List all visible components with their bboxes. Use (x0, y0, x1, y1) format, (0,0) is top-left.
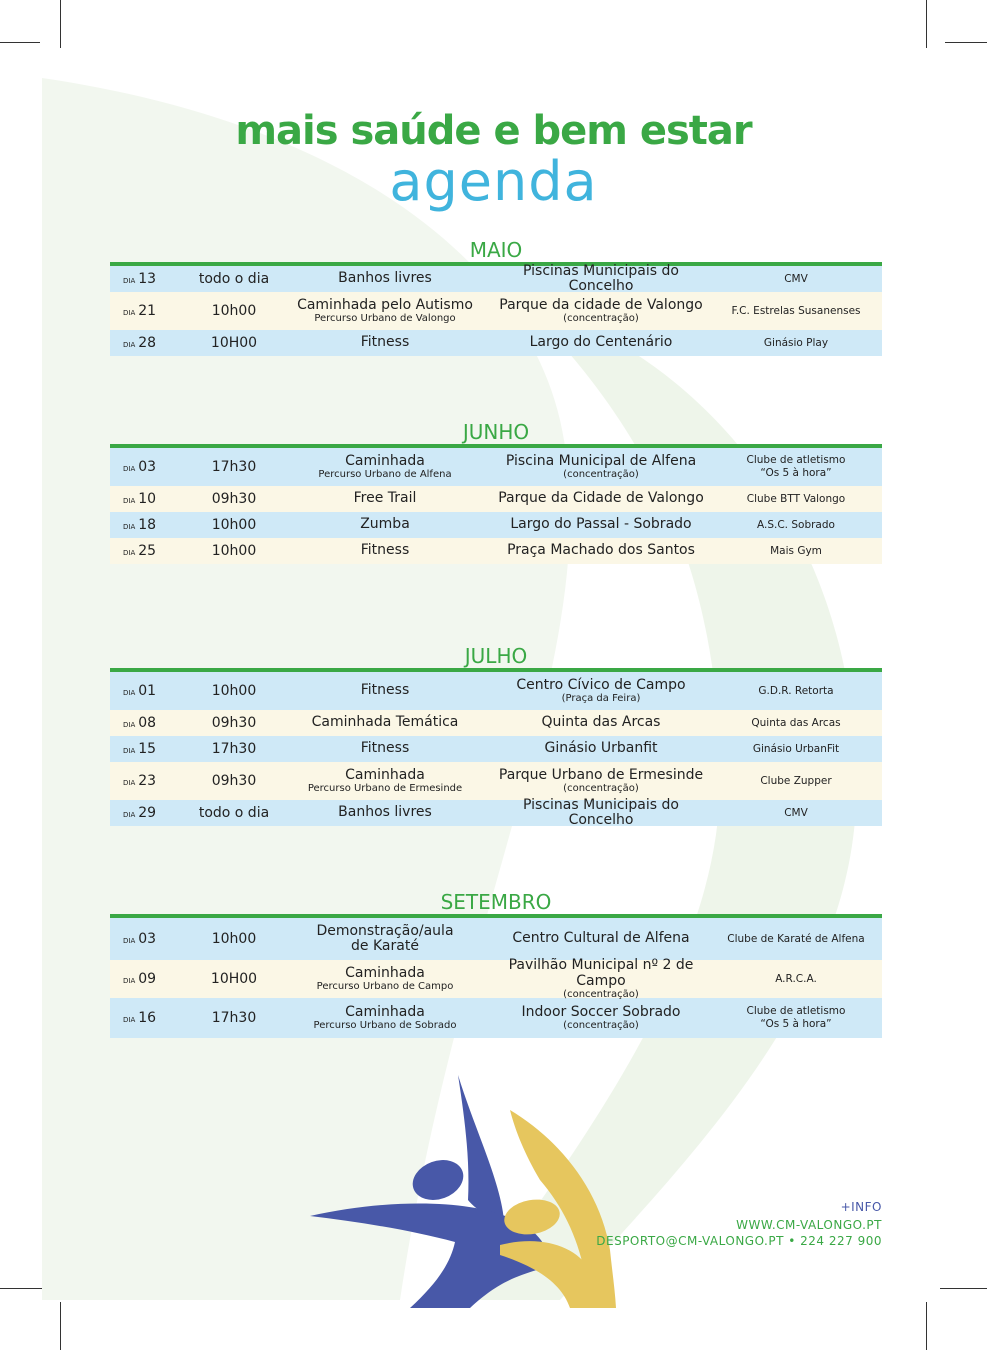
day-number: 09 (138, 971, 157, 987)
organizer-name: Clube BTT Valongo (746, 492, 846, 505)
day-label: DIA (123, 549, 136, 557)
location-name: Indoor Soccer Sobrado (521, 1003, 681, 1020)
day-number: 18 (138, 517, 157, 533)
event-day (110, 971, 190, 987)
event-day (110, 517, 190, 533)
day-number: 23 (138, 773, 157, 789)
event-activity (278, 454, 492, 480)
event-day (110, 683, 190, 699)
organizer-name: A.S.C. Sobrado (757, 518, 835, 531)
event-row (110, 796, 882, 828)
activity-name: Demonstração/aula (316, 922, 454, 939)
organizer-detail: “Os 5 à hora” (760, 1018, 832, 1030)
day-number: 29 (138, 805, 157, 821)
event-organizer (710, 973, 882, 986)
event-time: todo o dia (198, 271, 270, 287)
organizer-detail: “Os 5 à hora” (760, 467, 832, 479)
event-time: 09h30 (211, 773, 257, 789)
event-activity (278, 966, 492, 992)
day-number: 16 (138, 1010, 157, 1026)
organizer-name: Clube de atletismo (746, 454, 846, 467)
organizer-name: Ginásio Play (763, 336, 829, 349)
location-name: Largo do Centenário (529, 334, 673, 351)
activity-detail: Percurso Urbano de Alfena (318, 469, 452, 481)
location-detail: (concentração) (563, 783, 639, 795)
day-number: 08 (138, 715, 157, 731)
day-label: DIA (123, 689, 136, 697)
event-organizer (710, 933, 882, 946)
activity-name: Free Trail (353, 490, 417, 507)
activity-name: Caminhada pelo Autismo (297, 296, 473, 313)
event-location (492, 958, 710, 1000)
activity-detail: de Karaté (351, 938, 419, 954)
event-activity (278, 805, 492, 820)
event-time: 17h30 (211, 459, 257, 475)
event-location (492, 1005, 710, 1031)
event-day (110, 805, 190, 821)
event-row (110, 292, 882, 330)
event-location (492, 715, 710, 730)
event-location (492, 678, 710, 704)
event-day (110, 715, 190, 731)
day-number: 28 (138, 335, 157, 351)
event-activity (278, 741, 492, 756)
event-organizer (710, 493, 882, 506)
activity-name: Caminhada (345, 1003, 425, 1020)
organizer-name: Clube Zupper (760, 774, 832, 787)
day-label: DIA (123, 779, 136, 787)
organizer-name: A.R.C.A. (775, 972, 817, 985)
activity-name: Fitness (360, 542, 410, 559)
activity-detail: Percurso Urbano de Valongo (314, 313, 456, 325)
page-title: mais saúde e bem estar (235, 108, 752, 154)
website-link[interactable]: WWW.CM-VALONGO.PT (736, 1218, 882, 1232)
event-location (492, 741, 710, 756)
event-time: 10h00 (211, 543, 257, 559)
day-number: 03 (138, 931, 157, 947)
event-day (110, 335, 190, 351)
event-row (110, 998, 882, 1038)
day-label: DIA (123, 277, 136, 285)
location-detail: (concentração) (563, 988, 639, 1000)
event-time: 10H00 (210, 971, 258, 987)
event-row (110, 486, 882, 512)
day-number: 03 (138, 459, 157, 475)
page-subtitle: agenda (389, 150, 598, 213)
location-name: Centro Cultural de Alfena (512, 930, 690, 947)
event-activity (278, 517, 492, 532)
event-location (492, 543, 710, 558)
event-organizer (710, 337, 882, 350)
event-organizer (710, 305, 882, 318)
event-activity (278, 768, 492, 794)
month-section (110, 420, 882, 564)
event-organizer (710, 273, 882, 286)
activity-name: Fitness (360, 740, 410, 757)
location-name: Parque Urbano de Ermesinde (498, 766, 704, 783)
day-label: DIA (123, 747, 136, 755)
event-row (110, 957, 882, 1000)
day-label: DIA (123, 497, 136, 505)
event-location (492, 264, 710, 295)
organizer-name: Mais Gym (770, 544, 822, 557)
location-name: Piscinas Municipais do Concelho (523, 796, 679, 828)
month-section (110, 644, 882, 826)
event-row (110, 672, 882, 710)
event-location (492, 768, 710, 794)
location-name: Ginásio Urbanfit (544, 740, 658, 757)
day-number: 21 (138, 303, 157, 319)
location-name: Praça Machado dos Santos (507, 542, 695, 559)
day-number: 25 (138, 543, 157, 559)
activity-name: Zumba (360, 516, 410, 533)
event-row (110, 736, 882, 762)
event-activity (278, 271, 492, 286)
organizer-name: Quinta das Arcas (751, 716, 841, 729)
day-number: 10 (138, 491, 157, 507)
event-day (110, 773, 190, 789)
event-location (492, 454, 710, 480)
location-name: Piscina Municipal de Alfena (505, 452, 697, 469)
organizer-name: Clube de atletismo (746, 1005, 846, 1018)
day-number: 01 (138, 683, 157, 699)
day-label: DIA (123, 937, 136, 945)
event-day (110, 931, 190, 947)
month-heading: JUNHO (462, 420, 530, 444)
activity-detail: Percurso Urbano de Ermesinde (307, 783, 463, 795)
organizer-name: F.C. Estrelas Susanenses (731, 304, 861, 317)
event-time: 10H00 (210, 335, 258, 351)
event-row (110, 918, 882, 960)
activity-name: Caminhada (345, 452, 425, 469)
day-label: DIA (123, 523, 136, 531)
location-name: Centro Cívico de Campo (516, 676, 686, 693)
location-detail: (concentração) (563, 1020, 639, 1032)
event-activity (278, 683, 492, 698)
organizer-name: Ginásio UrbanFit (752, 742, 840, 755)
location-detail: (concentração) (563, 313, 639, 325)
month-heading: MAIO (469, 238, 523, 262)
event-activity (278, 924, 492, 955)
event-time: 17h30 (211, 741, 257, 757)
event-activity (278, 491, 492, 506)
event-day (110, 491, 190, 507)
event-activity (278, 335, 492, 350)
event-location (492, 335, 710, 350)
location-name: Pavilhão Municipal nº 2 de Campo (508, 957, 694, 989)
event-day (110, 543, 190, 559)
location-name: Parque da cidade de Valongo (499, 296, 703, 313)
event-organizer (710, 743, 882, 756)
event-organizer (710, 454, 882, 479)
event-time: 09h30 (211, 491, 257, 507)
valongo-sports-logo (300, 1070, 630, 1310)
day-label: DIA (123, 721, 136, 729)
location-name: Largo do Passal - Sobrado (510, 516, 692, 533)
event-time: 17h30 (211, 1010, 257, 1026)
event-organizer (710, 685, 882, 698)
activity-name: Caminhada (345, 766, 425, 783)
day-label: DIA (123, 341, 136, 349)
event-row (110, 710, 882, 736)
activity-name: Fitness (360, 334, 410, 351)
event-row (110, 262, 882, 294)
event-activity (278, 298, 492, 324)
event-organizer (710, 807, 882, 820)
event-time: 10h00 (211, 683, 257, 699)
activity-name: Caminhada Temática (311, 714, 459, 731)
event-row (110, 512, 882, 538)
event-location (492, 298, 710, 324)
event-row (110, 762, 882, 800)
activity-name: Fitness (360, 682, 410, 699)
event-activity (278, 543, 492, 558)
location-name: Piscinas Municipais do Concelho (523, 262, 679, 294)
day-label: DIA (123, 977, 136, 985)
event-row (110, 448, 882, 486)
month-heading: SETEMBRO (440, 890, 552, 914)
event-location (492, 517, 710, 532)
event-day (110, 741, 190, 757)
event-time: 10h00 (211, 517, 257, 533)
activity-name: Banhos livres (338, 804, 432, 821)
event-organizer (710, 519, 882, 532)
event-location (492, 798, 710, 829)
location-name: Quinta das Arcas (541, 714, 661, 731)
location-detail: (Praça da Feira) (561, 693, 641, 705)
event-row (110, 538, 882, 564)
contact-info[interactable]: DESPORTO@CM-VALONGO.PT • 224 227 900 (596, 1234, 882, 1248)
day-label: DIA (123, 811, 136, 819)
info-label: +INFO (840, 1200, 882, 1214)
day-number: 15 (138, 741, 157, 757)
event-day (110, 1010, 190, 1026)
day-label: DIA (123, 309, 136, 317)
location-name: Parque da Cidade de Valongo (498, 490, 704, 507)
day-number: 13 (138, 271, 157, 287)
event-organizer (710, 1005, 882, 1030)
month-heading: JULHO (464, 644, 528, 668)
event-row (110, 330, 882, 356)
event-day (110, 271, 190, 287)
organizer-name: CMV (784, 806, 808, 819)
event-day (110, 459, 190, 475)
activity-detail: Percurso Urbano de Sobrado (313, 1020, 457, 1032)
event-time: 10h00 (211, 303, 257, 319)
activity-detail: Percurso Urbano de Campo (316, 981, 454, 993)
event-organizer (710, 717, 882, 730)
event-day (110, 303, 190, 319)
event-time: 10h00 (211, 931, 257, 947)
event-location (492, 491, 710, 506)
month-section (110, 890, 882, 1038)
event-activity (278, 715, 492, 730)
month-section (110, 238, 882, 356)
event-organizer (710, 775, 882, 788)
activity-name: Banhos livres (338, 270, 432, 287)
event-time: todo o dia (198, 805, 270, 821)
day-label: DIA (123, 465, 136, 473)
activity-name: Caminhada (345, 964, 425, 981)
location-detail: (concentração) (563, 469, 639, 481)
event-activity (278, 1005, 492, 1031)
organizer-name: CMV (784, 272, 808, 285)
organizer-name: Clube de Karaté de Alfena (727, 932, 865, 945)
event-organizer (710, 545, 882, 558)
event-time: 09h30 (211, 715, 257, 731)
day-label: DIA (123, 1016, 136, 1024)
event-location (492, 931, 710, 946)
organizer-name: G.D.R. Retorta (758, 684, 834, 697)
